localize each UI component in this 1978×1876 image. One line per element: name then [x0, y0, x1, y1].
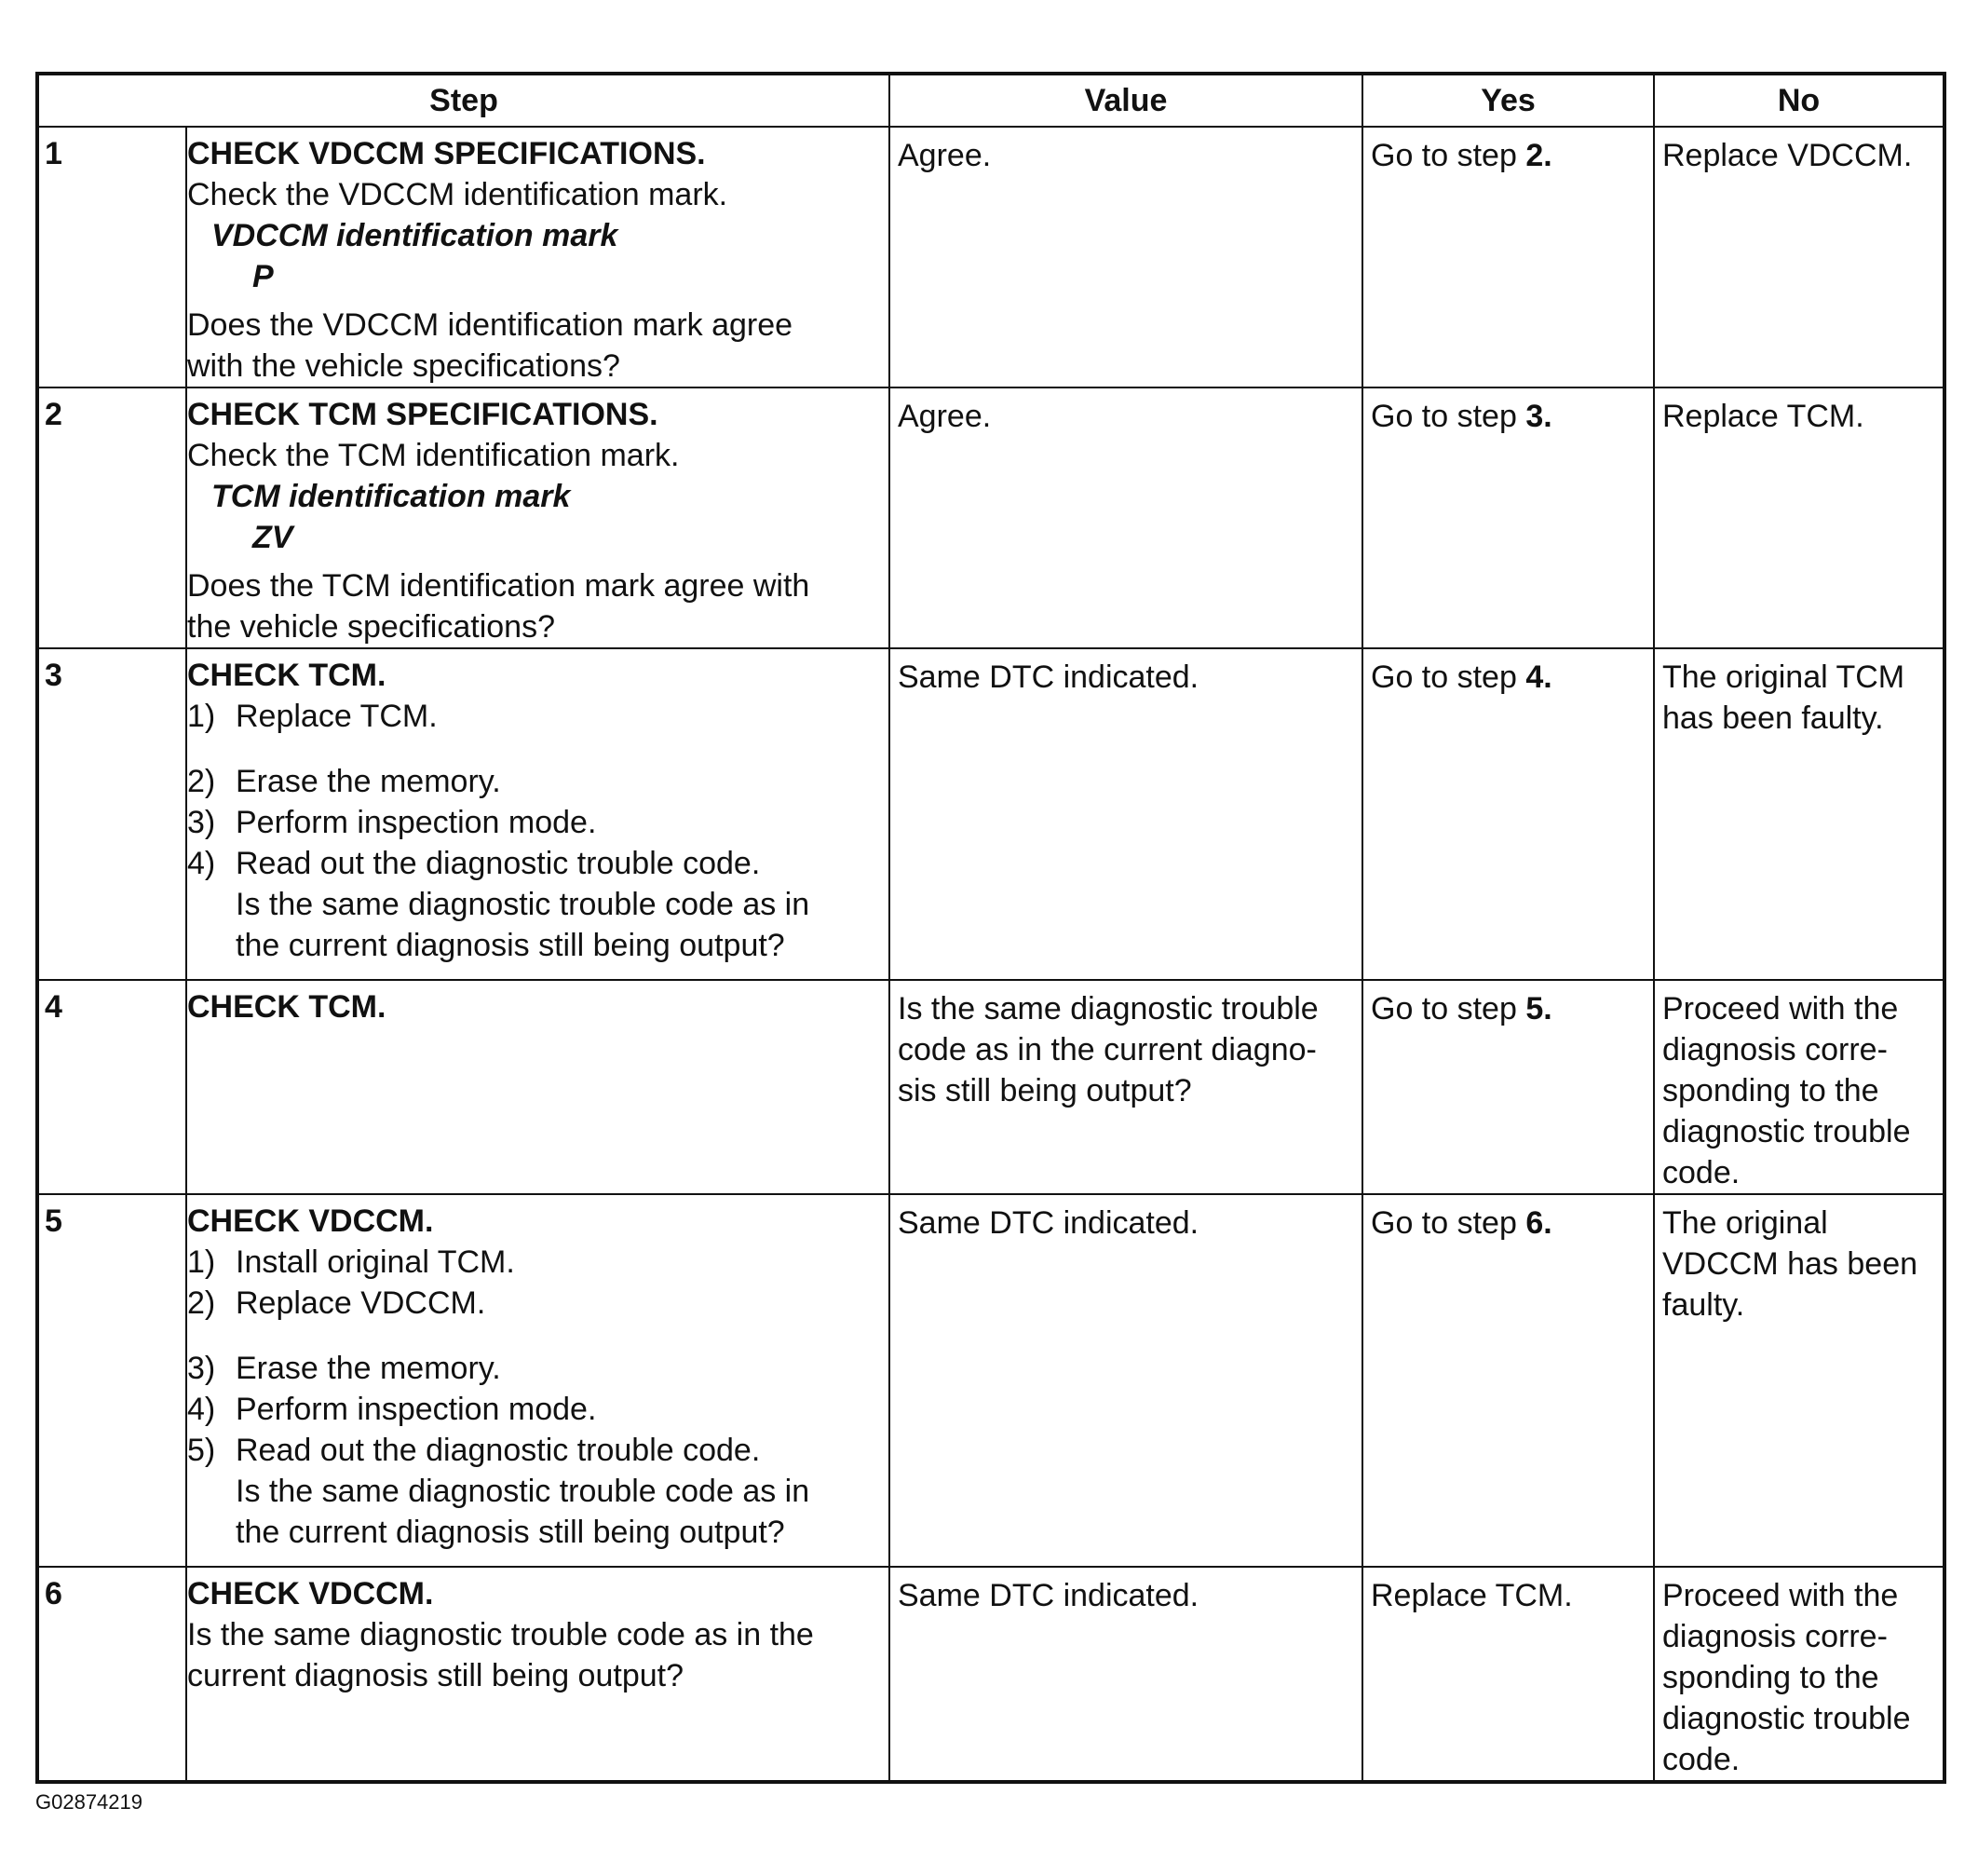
header-yes: Yes [1362, 74, 1654, 127]
yes-step-number: 2. [1525, 138, 1552, 173]
table-header-row [37, 74, 1944, 127]
value-cell: Agree. [889, 127, 1362, 387]
yes-cell [1362, 980, 1654, 1194]
step-question: current diagnosis still being output? [187, 1658, 684, 1693]
figure-id: G02874219 [35, 1790, 142, 1814]
yes-prefix: Go to step [1371, 138, 1526, 173]
no-text: diagnostic trouble [1662, 1114, 1911, 1149]
list-item: 2) Replace VDCCM. [187, 1285, 486, 1321]
step-number: 1 [37, 127, 186, 387]
step-number: 5 [37, 1194, 186, 1567]
step-question: Does the TCM identification mark agree with [187, 568, 810, 604]
no-text: code. [1662, 1742, 1741, 1777]
no-text: sponding to the [1662, 1660, 1879, 1695]
list-item: 4) Perform inspection mode. [187, 1392, 597, 1427]
yes-step-number: 4. [1525, 659, 1552, 695]
yes-prefix: Go to step [1371, 991, 1526, 1026]
step-cell [186, 1567, 889, 1782]
spec-value: ZV [252, 520, 293, 555]
no-text: diagnostic trouble [1662, 1701, 1911, 1736]
list-item: 1) Replace TCM. [187, 699, 438, 734]
yes-cell [1362, 127, 1654, 387]
yes-prefix: Go to step [1371, 399, 1526, 434]
no-cell [1654, 1567, 1944, 1782]
list-item: 1) Install original TCM. [187, 1244, 515, 1280]
header-no: No [1654, 74, 1944, 127]
list-item: 5) Read out the diagnostic trouble code. [187, 1433, 761, 1468]
step-question: Is the same diagnostic trouble code as in [236, 887, 810, 922]
step-cell [186, 648, 889, 980]
step-number: 3 [37, 648, 186, 980]
step-number: 2 [37, 387, 186, 648]
yes-step-number: 3. [1525, 399, 1552, 434]
yes-step-number: 5. [1525, 991, 1552, 1026]
step-cell [186, 980, 889, 1194]
yes-cell [1362, 1194, 1654, 1567]
step-text: Check the VDCCM identification mark. [187, 177, 728, 212]
table-row [37, 127, 1944, 387]
yes-cell: Replace TCM. [1362, 1567, 1654, 1782]
yes-prefix: Go to step [1371, 659, 1526, 695]
no-cell: Replace VDCCM. [1654, 127, 1944, 387]
value-cell: Agree. [889, 387, 1362, 648]
step-cell [186, 1194, 889, 1567]
step-question: with the vehicle specifications? [187, 348, 620, 384]
step-text: Check the TCM identification mark. [187, 438, 680, 473]
no-text: diagnosis corre- [1662, 1619, 1888, 1654]
value-text: sis still being output? [898, 1073, 1192, 1108]
step-title: CHECK VDCCM. [187, 1576, 434, 1611]
value-cell: Same DTC indicated. [889, 648, 1362, 980]
no-text: Proceed with the [1662, 991, 1899, 1026]
no-text: The original [1662, 1205, 1828, 1241]
spec-label: VDCCM identification mark [211, 218, 618, 253]
value-cell [889, 980, 1362, 1194]
no-text: code. [1662, 1155, 1741, 1190]
spec-label: TCM identification mark [211, 479, 571, 514]
table-row [37, 1194, 1944, 1567]
list-item: 3) Erase the memory. [187, 1351, 501, 1386]
step-title: CHECK VDCCM. [187, 1203, 434, 1239]
step-question: Does the VDCCM identification mark agree [187, 307, 793, 343]
no-text: sponding to the [1662, 1073, 1879, 1108]
step-title: CHECK VDCCM SPECIFICATIONS. [187, 136, 706, 171]
value-cell: Same DTC indicated. [889, 1567, 1362, 1782]
no-text: diagnosis corre- [1662, 1032, 1888, 1067]
no-cell [1654, 980, 1944, 1194]
yes-prefix: Go to step [1371, 1205, 1526, 1241]
step-number: 4 [37, 980, 186, 1194]
value-cell: Same DTC indicated. [889, 1194, 1362, 1567]
header-step: Step [37, 74, 889, 127]
table-row [37, 1567, 1944, 1782]
step-question: Is the same diagnostic trouble code as in [236, 1474, 810, 1509]
step-question: the current diagnosis still being output? [236, 1515, 785, 1550]
no-cell [1654, 648, 1944, 980]
table-row [37, 980, 1944, 1194]
no-cell [1654, 1194, 1944, 1567]
list-item: 3) Perform inspection mode. [187, 805, 597, 840]
step-title: CHECK TCM. [187, 658, 386, 693]
step-cell [186, 127, 889, 387]
no-text: has been faulty. [1662, 700, 1884, 736]
spec-value: P [252, 259, 274, 294]
yes-cell [1362, 387, 1654, 648]
value-text: Is the same diagnostic trouble [898, 991, 1319, 1026]
list-item: 2) Erase the memory. [187, 764, 501, 799]
step-title: CHECK TCM SPECIFICATIONS. [187, 397, 658, 432]
step-question: the vehicle specifications? [187, 609, 556, 645]
no-text: Proceed with the [1662, 1578, 1899, 1613]
step-number: 6 [37, 1567, 186, 1782]
step-title: CHECK TCM. [187, 989, 386, 1025]
no-text: faulty. [1662, 1287, 1745, 1323]
yes-step-number: 6. [1525, 1205, 1552, 1241]
step-question: the current diagnosis still being output? [236, 928, 785, 963]
no-text: VDCCM has been [1662, 1246, 1918, 1282]
yes-cell [1362, 648, 1654, 980]
no-cell: Replace TCM. [1654, 387, 1944, 648]
header-value: Value [889, 74, 1362, 127]
step-question: Is the same diagnostic trouble code as in the [187, 1617, 814, 1652]
step-cell [186, 387, 889, 648]
diagnostic-table [35, 72, 1946, 1784]
value-text: code as in the current diagno- [898, 1032, 1317, 1067]
table-row [37, 648, 1944, 980]
table-row [37, 387, 1944, 648]
list-item: 4) Read out the diagnostic trouble code. [187, 846, 761, 881]
no-text: The original TCM [1662, 659, 1905, 695]
